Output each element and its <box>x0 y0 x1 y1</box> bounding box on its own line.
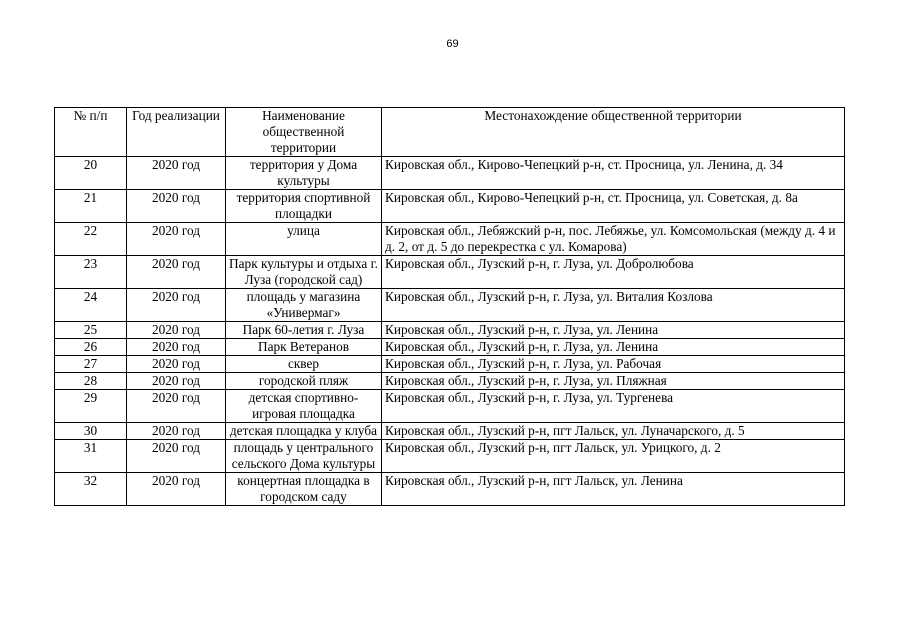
cell-name: Парк культуры и отдыха г. Луза (городской сад) <box>226 256 382 289</box>
cell-name: концертная площадка в городском саду <box>226 473 382 506</box>
cell-num: 29 <box>55 390 127 423</box>
cell-year: 2020 год <box>127 356 226 373</box>
cell-year: 2020 год <box>127 256 226 289</box>
cell-location: Кировская обл., Лузский р-н, пгт Лальск, ул. Ленина <box>382 473 845 506</box>
cell-name: детская площадка у клуба <box>226 423 382 440</box>
cell-location: Кировская обл., Лузский р-н, г. Луза, ул. Пляжная <box>382 373 845 390</box>
cell-num: 28 <box>55 373 127 390</box>
cell-name: площадь у магазина «Универмаг» <box>226 289 382 322</box>
table-body <box>55 157 845 506</box>
cell-num: 24 <box>55 289 127 322</box>
table-row <box>55 339 845 356</box>
cell-year: 2020 год <box>127 473 226 506</box>
header-location: Местонахождение общественной территории <box>382 108 845 157</box>
cell-num: 30 <box>55 423 127 440</box>
table-row <box>55 390 845 423</box>
table-row <box>55 223 845 256</box>
cell-num: 23 <box>55 256 127 289</box>
table-row <box>55 373 845 390</box>
cell-year: 2020 год <box>127 289 226 322</box>
cell-location: Кировская обл., Лузский р-н, г. Луза, ул. Добролюбова <box>382 256 845 289</box>
table-row <box>55 289 845 322</box>
cell-name: площадь у центрального сельского Дома культуры <box>226 440 382 473</box>
cell-year: 2020 год <box>127 339 226 356</box>
cell-year: 2020 год <box>127 440 226 473</box>
table-row <box>55 423 845 440</box>
cell-location: Кировская обл., Лузский р-н, пгт Лальск, ул. Луначарского, д. 5 <box>382 423 845 440</box>
cell-name: городской пляж <box>226 373 382 390</box>
cell-num: 22 <box>55 223 127 256</box>
cell-location: Кировская обл., Лузский р-н, г. Луза, ул. Ленина <box>382 322 845 339</box>
page-number: 69 <box>446 38 459 50</box>
table-row <box>55 157 845 190</box>
table-row <box>55 356 845 373</box>
table-header-row <box>55 108 845 157</box>
cell-location: Кировская обл., Лузский р-н, пгт Лальск, ул. Урицкого, д. 2 <box>382 440 845 473</box>
cell-num: 32 <box>55 473 127 506</box>
table-row <box>55 473 845 506</box>
cell-num: 26 <box>55 339 127 356</box>
cell-num: 25 <box>55 322 127 339</box>
cell-name: улица <box>226 223 382 256</box>
cell-location: Кировская обл., Лебяжский р-н, пос. Лебяжье, ул. Комсомольская (между д. 4 и д. 2, от д. 5 до перекрестка с ул. Комарова) <box>382 223 845 256</box>
cell-name: сквер <box>226 356 382 373</box>
territory-table <box>54 107 845 506</box>
cell-year: 2020 год <box>127 157 226 190</box>
cell-name: Парк Ветеранов <box>226 339 382 356</box>
cell-name: территория у Дома культуры <box>226 157 382 190</box>
cell-year: 2020 год <box>127 322 226 339</box>
cell-location: Кировская обл., Кирово-Чепецкий р-н, ст. Просница, ул. Советская, д. 8а <box>382 190 845 223</box>
cell-num: 31 <box>55 440 127 473</box>
cell-name: детская спортивно-игровая площадка <box>226 390 382 423</box>
cell-num: 27 <box>55 356 127 373</box>
cell-location: Кировская обл., Лузский р-н, г. Луза, ул. Ленина <box>382 339 845 356</box>
table-row <box>55 190 845 223</box>
cell-name: Парк 60-летия г. Луза <box>226 322 382 339</box>
cell-year: 2020 год <box>127 390 226 423</box>
table-row <box>55 322 845 339</box>
cell-location: Кировская обл., Кирово-Чепецкий р-н, ст. Просница, ул. Ленина, д. 34 <box>382 157 845 190</box>
header-num: № п/п <box>55 108 127 157</box>
cell-year: 2020 год <box>127 373 226 390</box>
header-year: Год реализации <box>127 108 226 157</box>
cell-location: Кировская обл., Лузский р-н, г. Луза, ул. Тургенева <box>382 390 845 423</box>
cell-year: 2020 год <box>127 190 226 223</box>
cell-year: 2020 год <box>127 223 226 256</box>
cell-location: Кировская обл., Лузский р-н, г. Луза, ул. Рабочая <box>382 356 845 373</box>
cell-name: территория спортивной площадки <box>226 190 382 223</box>
cell-num: 20 <box>55 157 127 190</box>
cell-num: 21 <box>55 190 127 223</box>
table-row <box>55 440 845 473</box>
table-row <box>55 256 845 289</box>
cell-location: Кировская обл., Лузский р-н, г. Луза, ул. Виталия Козлова <box>382 289 845 322</box>
cell-year: 2020 год <box>127 423 226 440</box>
header-name: Наименование общественной территории <box>226 108 382 157</box>
